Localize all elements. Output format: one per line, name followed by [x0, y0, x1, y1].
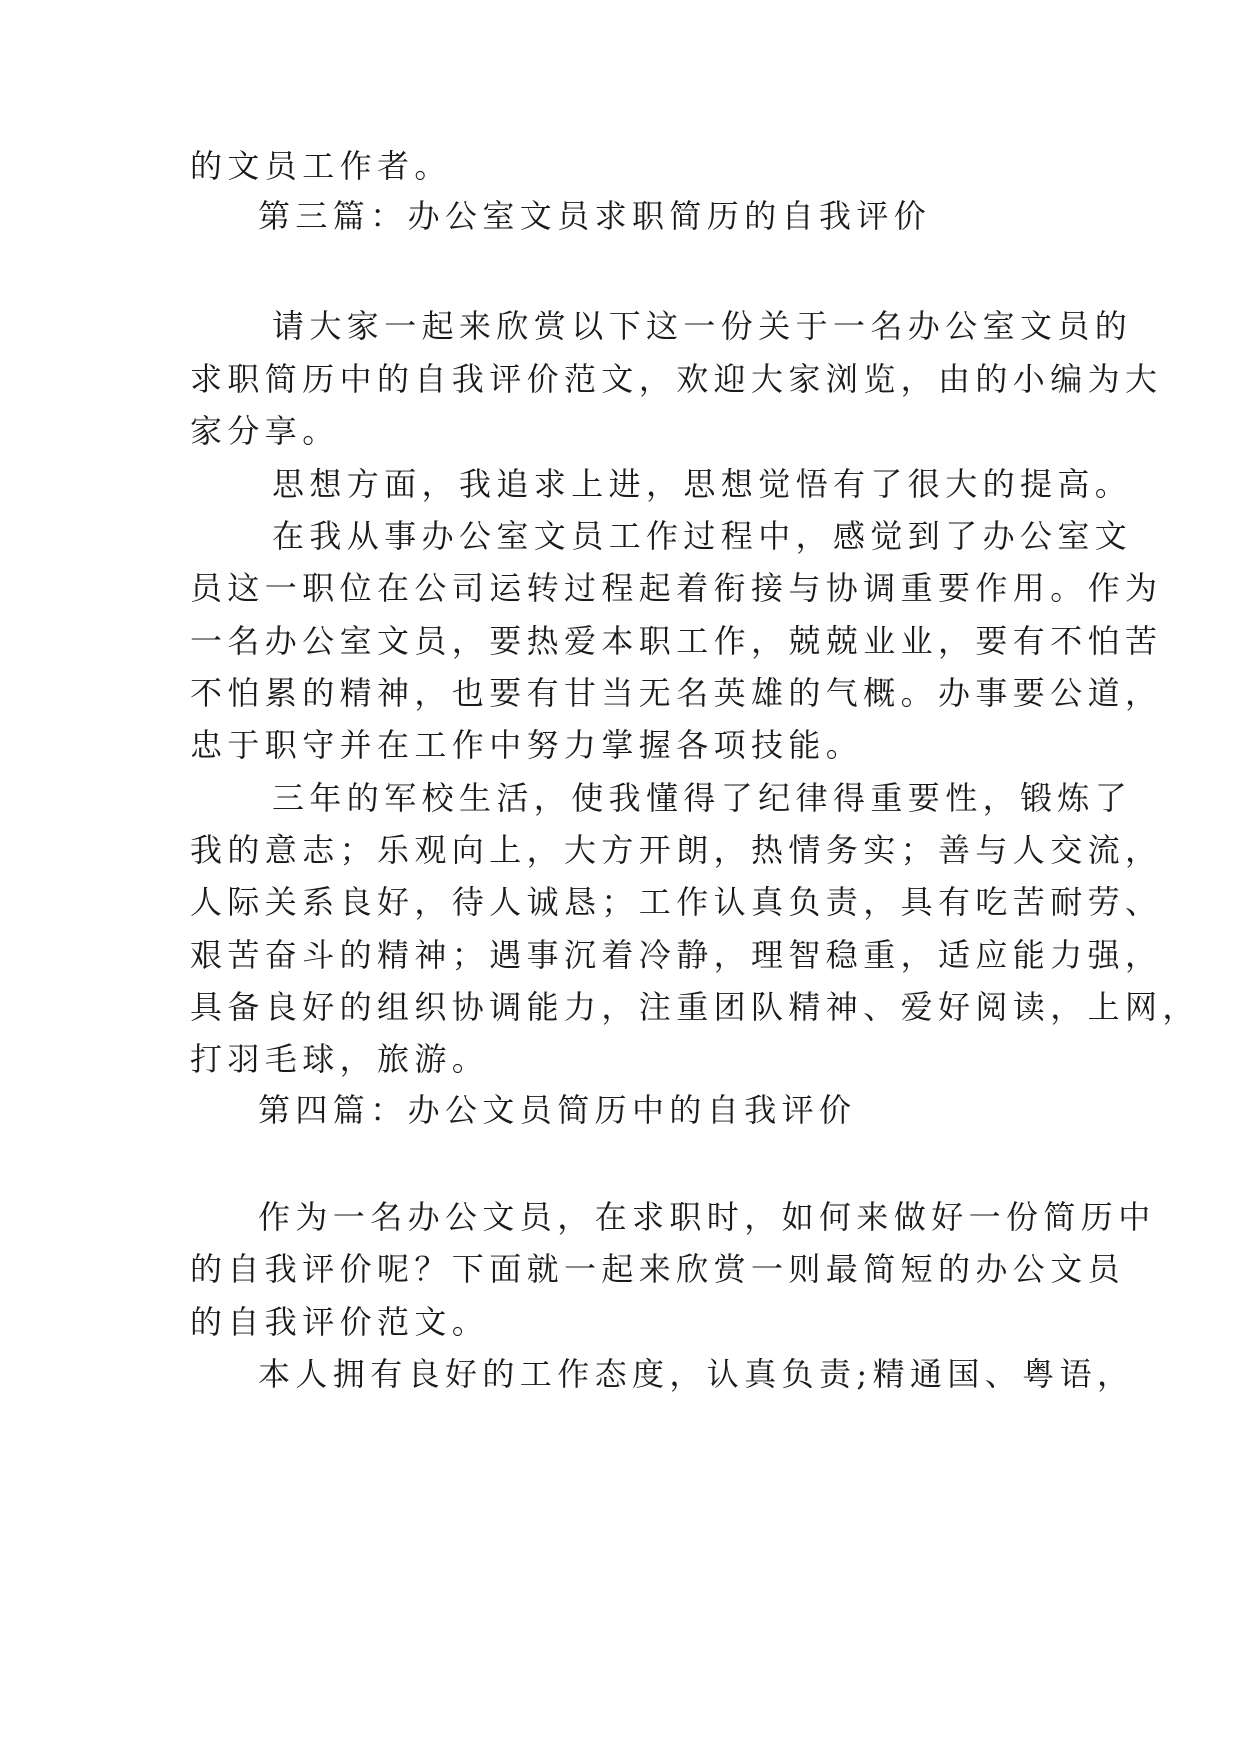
text-line: 具备良好的组织协调能力，注重团队精神、爱好阅读，上网，	[190, 988, 1200, 1026]
text-line: 本人拥有良好的工作态度，认真负责;精通国、粤语，	[258, 1355, 1135, 1393]
text-line: 人际关系良好，待人诚恳；工作认真负责，具有吃苦耐劳、	[190, 883, 1163, 921]
text-line: 的自我评价呢？下面就一起来欣赏一则最简短的办公文员	[190, 1250, 1126, 1288]
text-line: 员这一职位在公司运转过程起着衔接与协调重要作用。作为	[190, 569, 1163, 607]
section-heading: 第三篇：办公室文员求职简历的自我评价	[258, 197, 932, 235]
text-line: 艰苦奋斗的精神；遇事沉着冷静，理智稳重，适应能力强，	[190, 936, 1163, 974]
text-line: 的文员工作者。	[190, 147, 452, 185]
text-line: 一名办公室文员，要热爱本职工作，兢兢业业，要有不怕苦	[190, 622, 1163, 660]
text-line: 打羽毛球，旅游。	[190, 1040, 490, 1078]
text-line: 请大家一起来欣赏以下这一份关于一名办公室文员的	[272, 307, 1133, 345]
text-line: 求职简历中的自我评价范文，欢迎大家浏览，由的小编为大	[190, 360, 1163, 398]
text-line: 在我从事办公室文员工作过程中，感觉到了办公室文	[272, 517, 1133, 555]
text-line: 忠于职守并在工作中努力掌握各项技能。	[190, 726, 864, 764]
text-line: 三年的军校生活，使我懂得了纪律得重要性，锻炼了	[272, 779, 1133, 817]
text-line: 家分享。	[190, 412, 340, 450]
text-line: 我的意志；乐观向上，大方开朗，热情务实；善与人交流，	[190, 831, 1163, 869]
text-line: 不怕累的精神，也要有甘当无名英雄的气概。办事要公道，	[190, 674, 1163, 712]
text-line: 的自我评价范文。	[190, 1303, 490, 1341]
text-line: 作为一名办公文员，在求职时，如何来做好一份简历中	[258, 1198, 1156, 1236]
text-line: 思想方面，我追求上进，思想觉悟有了很大的提高。	[272, 465, 1133, 503]
section-heading: 第四篇：办公文员简历中的自我评价	[258, 1091, 857, 1129]
